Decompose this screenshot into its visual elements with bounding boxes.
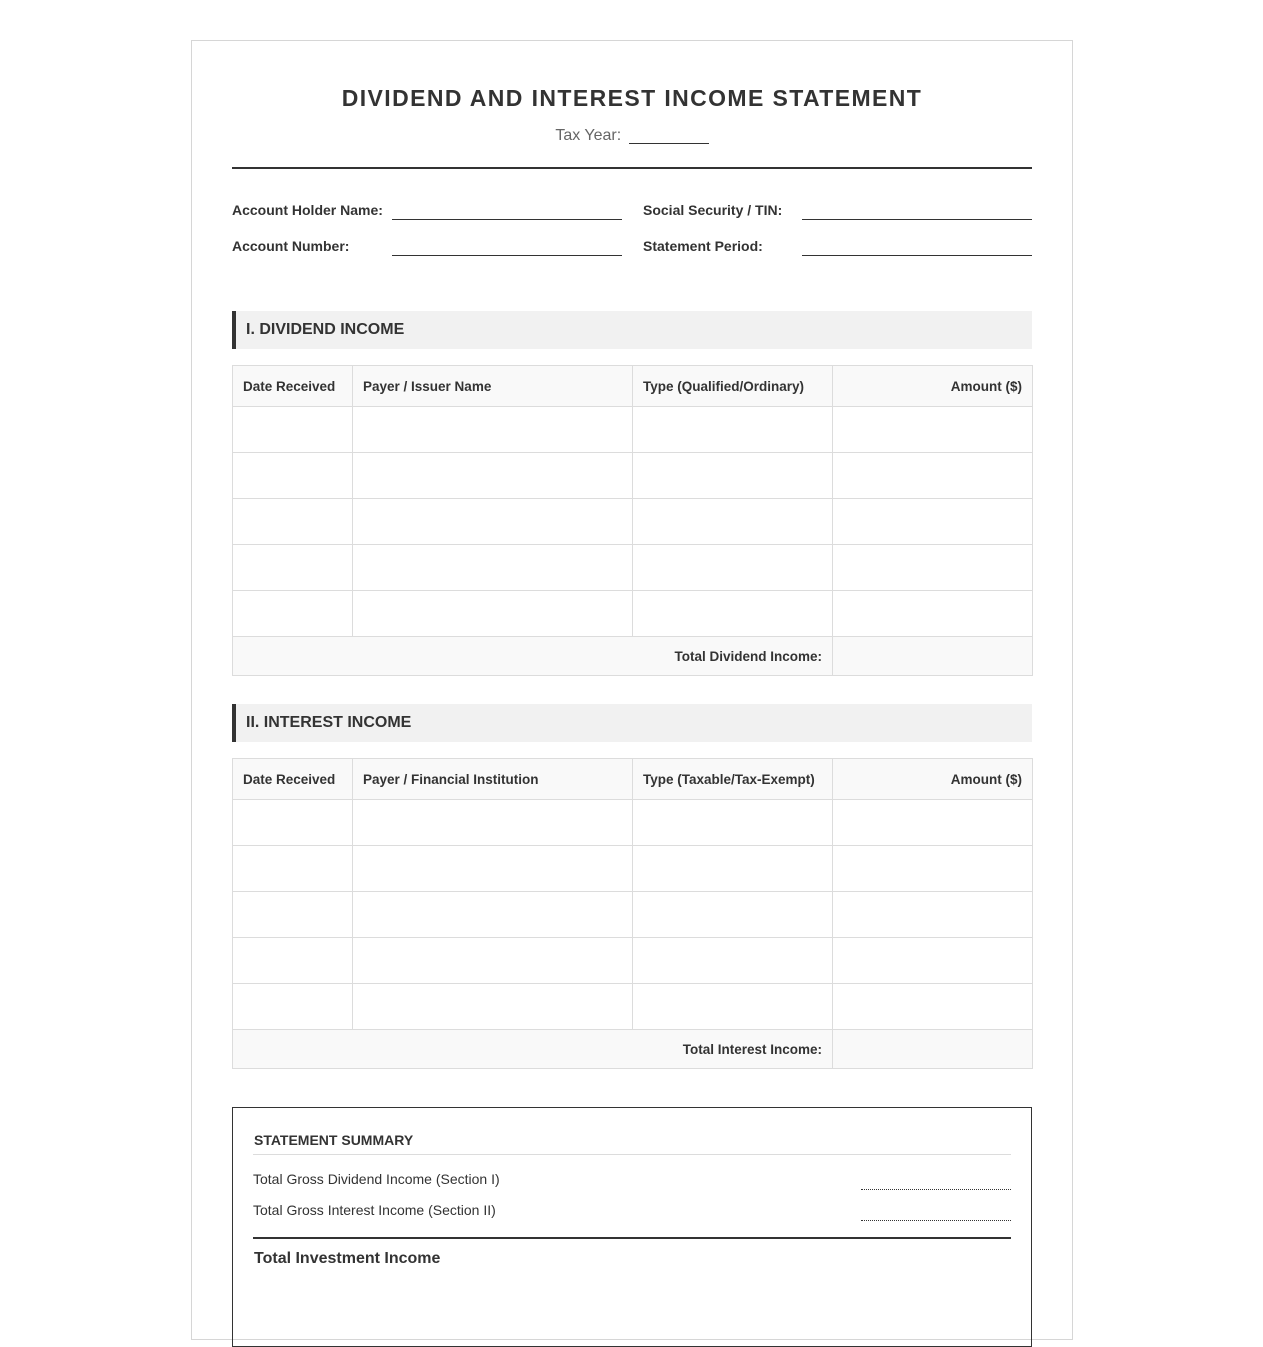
table-cell[interactable] bbox=[353, 938, 633, 984]
table-cell[interactable] bbox=[233, 591, 353, 637]
table-cell[interactable] bbox=[233, 453, 353, 499]
header-divider bbox=[232, 167, 1032, 169]
summary-total-divider bbox=[253, 1237, 1011, 1239]
table-cell[interactable] bbox=[353, 453, 633, 499]
table-cell[interactable] bbox=[633, 545, 833, 591]
table-cell[interactable] bbox=[233, 984, 353, 1030]
dividend-total-amount[interactable] bbox=[833, 637, 1033, 676]
statement-period-field[interactable] bbox=[802, 255, 1032, 256]
summary-title: STATEMENT SUMMARY bbox=[254, 1132, 414, 1148]
statement-page bbox=[191, 40, 1073, 1340]
table-header-row bbox=[233, 366, 1033, 407]
table-cell[interactable] bbox=[353, 591, 633, 637]
table-cell[interactable] bbox=[633, 407, 833, 453]
table-cell[interactable] bbox=[353, 892, 633, 938]
statement-period-label: Statement Period: bbox=[643, 238, 763, 254]
interest-total-amount[interactable] bbox=[833, 1030, 1033, 1069]
total-investment-income-label: Total Investment Income bbox=[254, 1250, 441, 1267]
column-header: Payer / Financial Institution bbox=[353, 759, 633, 800]
table-cell[interactable] bbox=[233, 545, 353, 591]
column-header: Type (Taxable/Tax-Exempt) bbox=[633, 759, 833, 800]
table-cell[interactable] bbox=[633, 591, 833, 637]
table-cell[interactable] bbox=[833, 892, 1033, 938]
interest-table bbox=[232, 758, 1033, 1069]
tax-year-field[interactable] bbox=[629, 127, 709, 144]
table-cell[interactable] bbox=[833, 984, 1033, 1030]
table-row bbox=[233, 938, 1033, 984]
ssn-tin-field[interactable] bbox=[802, 219, 1032, 220]
tax-year-label: Tax Year: bbox=[555, 127, 622, 144]
summary-dividend-field[interactable] bbox=[861, 1189, 1011, 1190]
table-row bbox=[233, 591, 1033, 637]
summary-interest-label: Total Gross Interest Income (Section II) bbox=[253, 1202, 496, 1218]
table-cell[interactable] bbox=[233, 892, 353, 938]
table-row bbox=[233, 846, 1033, 892]
statement-summary-box bbox=[232, 1107, 1032, 1347]
table-cell[interactable] bbox=[633, 846, 833, 892]
table-cell[interactable] bbox=[633, 984, 833, 1030]
table-row bbox=[233, 545, 1033, 591]
summary-interest-field[interactable] bbox=[861, 1220, 1011, 1221]
table-cell[interactable] bbox=[353, 407, 633, 453]
table-cell[interactable] bbox=[833, 499, 1033, 545]
interest-section-heading: II. INTEREST INCOME bbox=[232, 704, 1032, 742]
table-cell[interactable] bbox=[353, 545, 633, 591]
table-cell[interactable] bbox=[633, 800, 833, 846]
table-cell[interactable] bbox=[833, 407, 1033, 453]
account-number-label: Account Number: bbox=[232, 238, 350, 254]
ssn-tin-label: Social Security / TIN: bbox=[643, 202, 783, 218]
table-cell[interactable] bbox=[833, 938, 1033, 984]
table-cell[interactable] bbox=[233, 407, 353, 453]
table-cell[interactable] bbox=[353, 800, 633, 846]
table-cell[interactable] bbox=[633, 892, 833, 938]
summary-dividend-label: Total Gross Dividend Income (Section I) bbox=[253, 1171, 500, 1187]
dividend-total-row bbox=[233, 637, 1033, 676]
column-header: Amount ($) bbox=[833, 759, 1033, 800]
table-row bbox=[233, 984, 1033, 1030]
account-number-field[interactable] bbox=[392, 255, 622, 256]
table-row bbox=[233, 499, 1033, 545]
summary-divider bbox=[253, 1154, 1011, 1155]
interest-total-row bbox=[233, 1030, 1033, 1069]
column-header: Payer / Issuer Name bbox=[353, 366, 633, 407]
tax-year-row bbox=[232, 127, 1032, 145]
table-cell[interactable] bbox=[233, 499, 353, 545]
dividend-total-label: Total Dividend Income: bbox=[233, 637, 833, 676]
table-cell[interactable] bbox=[633, 499, 833, 545]
table-cell[interactable] bbox=[833, 545, 1033, 591]
document-title: DIVIDEND AND INTEREST INCOME STATEMENT bbox=[341, 85, 923, 111]
table-cell[interactable] bbox=[833, 453, 1033, 499]
table-cell[interactable] bbox=[633, 938, 833, 984]
table-row bbox=[233, 800, 1033, 846]
column-header: Amount ($) bbox=[833, 366, 1033, 407]
table-cell[interactable] bbox=[353, 499, 633, 545]
table-cell[interactable] bbox=[353, 846, 633, 892]
account-holder-name-field[interactable] bbox=[392, 219, 622, 220]
table-row bbox=[233, 407, 1033, 453]
table-row bbox=[233, 892, 1033, 938]
column-header: Type (Qualified/Ordinary) bbox=[633, 366, 833, 407]
table-cell[interactable] bbox=[233, 800, 353, 846]
column-header: Date Received bbox=[233, 366, 353, 407]
column-header: Date Received bbox=[233, 759, 353, 800]
table-cell[interactable] bbox=[633, 453, 833, 499]
dividend-section-heading: I. DIVIDEND INCOME bbox=[232, 311, 1032, 349]
table-cell[interactable] bbox=[233, 938, 353, 984]
table-cell[interactable] bbox=[353, 984, 633, 1030]
table-cell[interactable] bbox=[833, 800, 1033, 846]
interest-total-label: Total Interest Income: bbox=[233, 1030, 833, 1069]
account-holder-name-label: Account Holder Name: bbox=[232, 202, 383, 218]
table-header-row bbox=[233, 759, 1033, 800]
table-row bbox=[233, 453, 1033, 499]
dividend-table bbox=[232, 365, 1033, 676]
table-cell[interactable] bbox=[833, 591, 1033, 637]
table-cell[interactable] bbox=[833, 846, 1033, 892]
table-cell[interactable] bbox=[233, 846, 353, 892]
